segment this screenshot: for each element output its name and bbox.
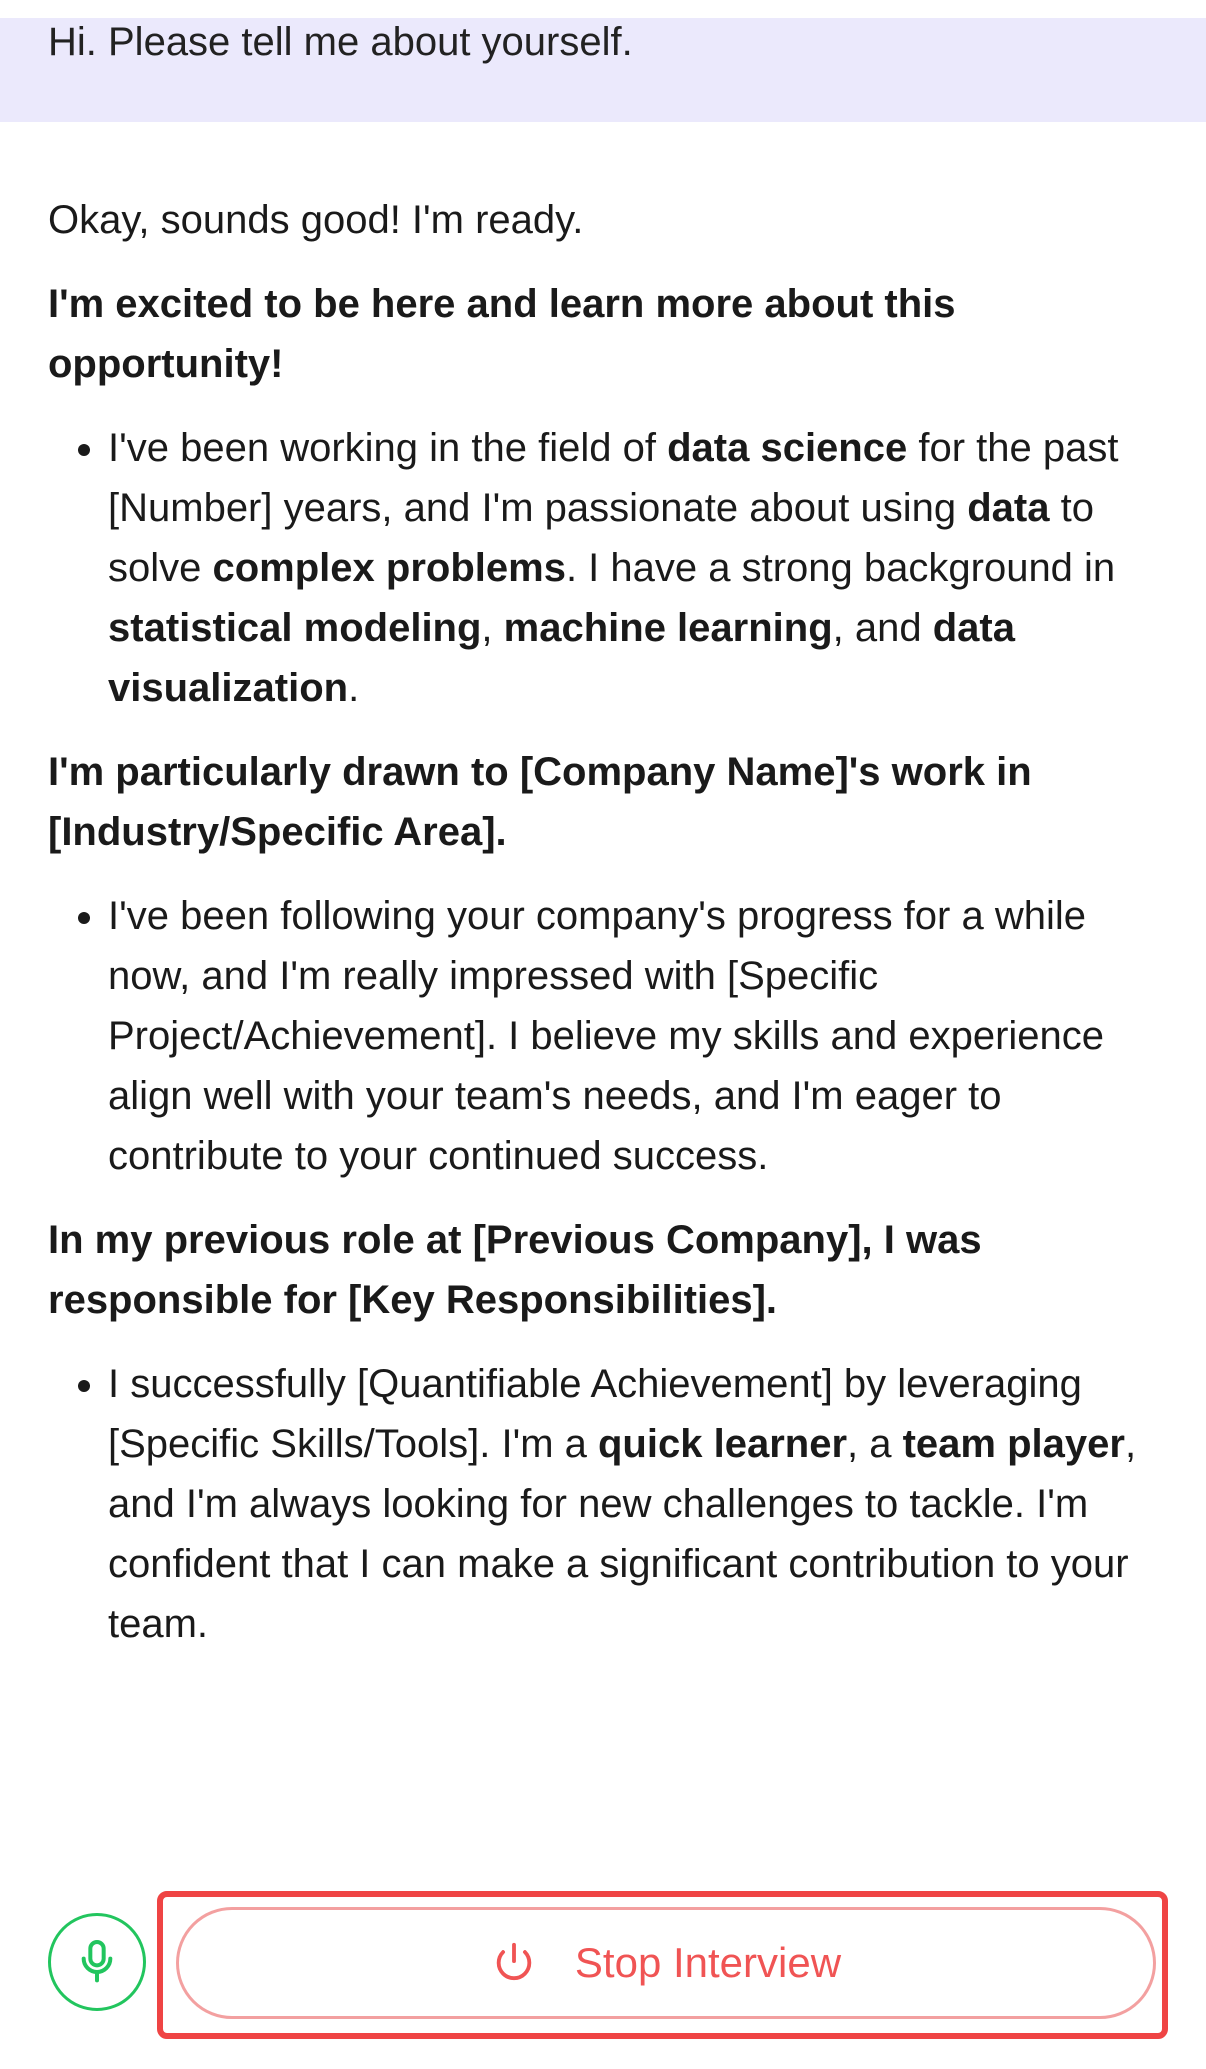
reply-list-3 xyxy=(48,1354,1168,1654)
list-item xyxy=(108,418,1168,718)
bold-run: quick learner xyxy=(598,1422,848,1466)
bold-run: complex problems xyxy=(212,546,566,590)
top-divider xyxy=(0,0,1206,19)
microphone-button[interactable] xyxy=(48,1913,146,2011)
reply-list-2 xyxy=(48,886,1168,1186)
reply-opening: Okay, sounds good! I'm ready. xyxy=(48,198,584,242)
text-run: I successfully [Quantifiable Achievement] by leveraging [Specific Skills/Tools]. I'm a xyxy=(108,1362,1082,1466)
bold-run: machine learning xyxy=(503,606,833,650)
text-run: . xyxy=(348,666,360,710)
microphone-icon xyxy=(77,1938,117,1986)
reply-heading-2: I'm particularly drawn to [Company Name]'s work in [Industry/Specific Area]. xyxy=(48,750,1032,854)
power-icon xyxy=(491,1940,537,1986)
bold-run: data visualization xyxy=(108,606,1015,710)
stop-interview-button[interactable] xyxy=(176,1907,1156,2019)
bold-run: data xyxy=(967,486,1050,530)
text-run: I've been working in the field of xyxy=(108,426,668,470)
list-item xyxy=(108,1354,1168,1654)
text-run: to solve xyxy=(108,486,1094,590)
text-run: . I have a strong background in xyxy=(565,546,1116,590)
reply-list-1 xyxy=(48,418,1168,718)
bold-run: statistical modeling xyxy=(108,606,482,650)
assistant-reply xyxy=(48,190,1168,1678)
text-run: for the past [Number] years, and I'm passionate about using xyxy=(108,426,1119,530)
text-run: , a xyxy=(847,1422,903,1466)
reply-heading-1: I'm excited to be here and learn more about this opportunity! xyxy=(48,282,956,386)
list-item: • I've been following your company's progress for a while now, and I'm really impressed with [Specific Project/Achievement]. I believe my skills and experience align well with your team's needs, and I'm eager to contribute to your continued success. xyxy=(108,886,1168,1186)
reply-heading-3: In my previous role at [Previous Company], I was responsible for [Key Responsibilities]. xyxy=(48,1218,982,1322)
bold-run: team player xyxy=(902,1422,1125,1466)
text-run: , and I'm always looking for new challenges to tackle. I'm confident that I can make a significant contribution to your team. xyxy=(108,1422,1137,1646)
user-message-bubble xyxy=(0,18,1206,122)
text-run: , xyxy=(481,606,504,650)
bold-run: data science xyxy=(667,426,908,470)
stop-interview-label: Stop Interview xyxy=(574,1939,842,1986)
user-message-text: Hi. Please tell me about yourself. xyxy=(48,20,633,64)
text-run: , and xyxy=(832,606,933,650)
